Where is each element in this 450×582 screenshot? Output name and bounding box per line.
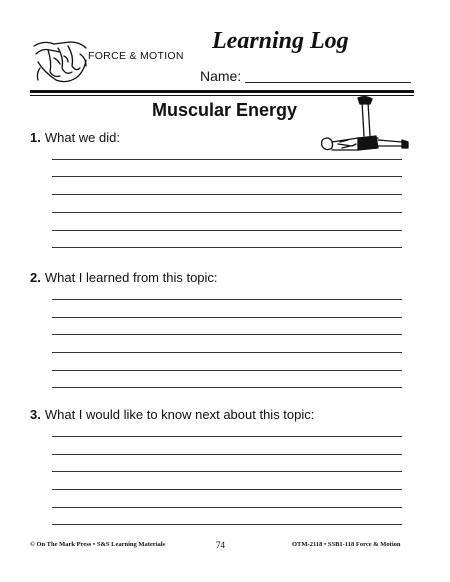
question-1: [30, 130, 120, 145]
answer-line[interactable]: [52, 247, 402, 248]
answer-line[interactable]: [52, 159, 402, 160]
answer-line[interactable]: [52, 370, 402, 371]
question-number: 2.: [30, 270, 41, 285]
answer-line[interactable]: [52, 471, 402, 472]
question-text: What I would like to know next about this topic:: [44, 407, 315, 422]
answer-line[interactable]: [52, 230, 402, 231]
page-title: Learning Log: [212, 28, 349, 54]
answer-line[interactable]: [52, 524, 402, 525]
name-field[interactable]: [245, 82, 411, 83]
name-label: Name:: [200, 68, 242, 84]
question-number: 3.: [30, 407, 41, 422]
answer-line[interactable]: [52, 334, 402, 335]
answer-line[interactable]: [52, 454, 402, 455]
answer-line[interactable]: [52, 436, 402, 437]
answer-line[interactable]: [52, 299, 402, 300]
answer-line[interactable]: [52, 387, 402, 388]
answer-line[interactable]: [52, 352, 402, 353]
exercising-person-icon: [318, 96, 410, 158]
footer-copyright: © On The Mark Press • S&S Learning Materials: [30, 541, 166, 548]
question-2: [30, 270, 218, 285]
answer-line[interactable]: [52, 317, 402, 318]
divider: [30, 90, 414, 93]
answer-line[interactable]: [52, 212, 402, 213]
footer-code: OTM-2118 • SSB1-118 Force & Motion: [292, 541, 401, 548]
answer-line[interactable]: [52, 507, 402, 508]
answer-line[interactable]: [52, 176, 402, 177]
answer-line[interactable]: [52, 194, 402, 195]
series-label: FORCE & MOTION: [88, 50, 184, 62]
section-heading: Muscular Energy: [152, 100, 298, 120]
question-number: 1.: [30, 130, 41, 145]
question-3: [30, 407, 314, 422]
answer-line[interactable]: [52, 489, 402, 490]
page-number: 74: [216, 540, 225, 550]
question-text: What I learned from this topic:: [44, 270, 218, 285]
handshake-icon: [30, 28, 90, 88]
question-text: What we did:: [44, 130, 120, 145]
